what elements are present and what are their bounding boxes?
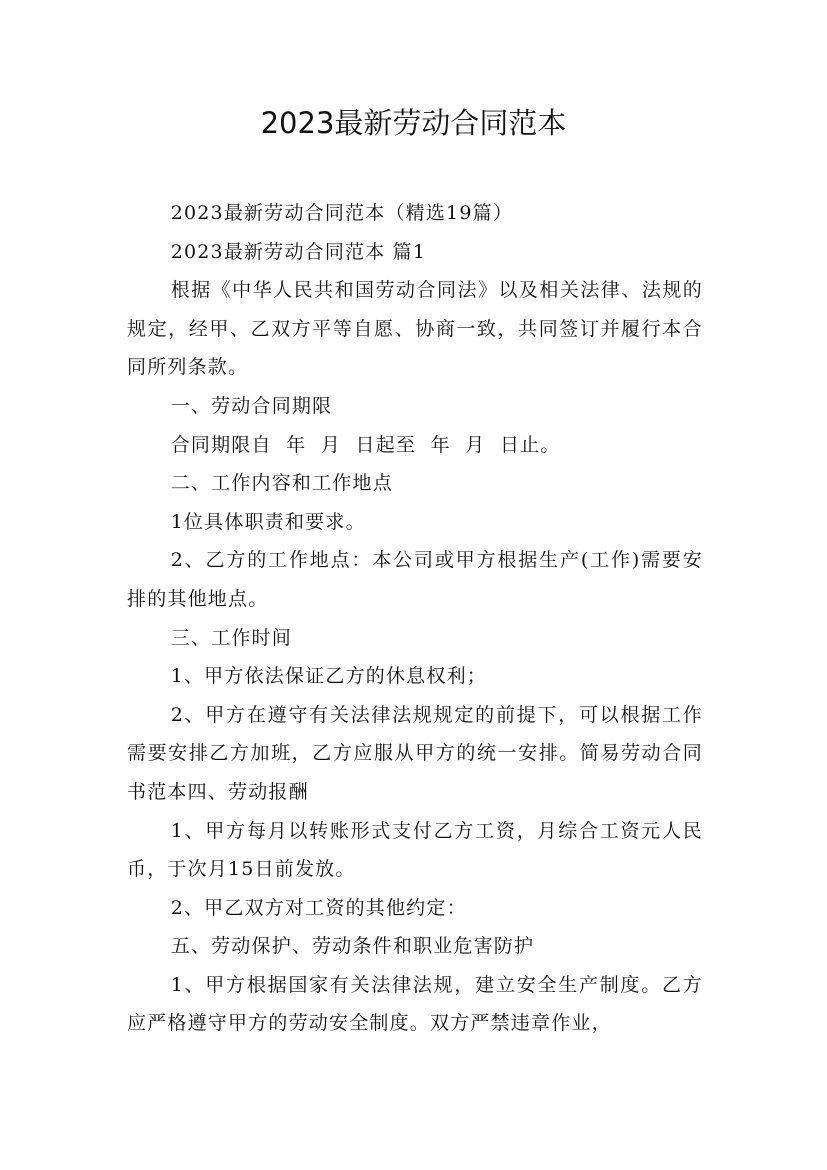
- paragraph-subtitle: 2023最新劳动合同范本（精选19篇）: [170, 202, 514, 224]
- paragraph-section-heading: 2023最新劳动合同范本 篇1: [170, 240, 427, 263]
- paragraph-overtime: 2、甲方在遵守有关法律法规规定的前提下，可以根据工作需要安排乙方加班，乙方应服从甲方的统一安排。简易劳动合同书范本四、劳动报酬: [127, 703, 703, 803]
- paragraph-salary-payment: 1、甲方每月以转账形式支付乙方工资，月综合工资元人民币，于次月15日前发放。: [127, 819, 703, 881]
- paragraph-salary-other: 2、甲乙双方对工资的其他约定：: [170, 896, 467, 919]
- paragraph-work-location: 2、乙方的工作地点：本公司或甲方根据生产(工作)需要安排的其他地点。: [127, 549, 703, 610]
- document-body: [127, 194, 703, 1043]
- heading-contract-term: 一、劳动合同期限: [170, 394, 333, 417]
- paragraph-contract-term: 合同期限自 年 月 日起至 年 月 日止。: [170, 433, 561, 456]
- document-title: 2023最新劳动合同范本: [260, 106, 567, 140]
- heading-labor-protection: 五、劳动保护、劳动条件和职业危害防护: [170, 935, 535, 958]
- paragraph-preamble: 根据《中华人民共和国劳动合同法》以及相关法律、法规的规定，经甲、乙双方平等自愿、协商一致，共同签订并履行本合同所列条款。: [127, 279, 703, 379]
- heading-work-content: 二、工作内容和工作地点: [170, 472, 393, 495]
- paragraph-duties: 1位具体职责和要求。: [170, 510, 366, 533]
- heading-work-hours: 三、工作时间: [170, 626, 292, 649]
- paragraph-safety-system: 1、甲方根据国家有关法律法规，建立安全生产制度。乙方应严格遵守甲方的劳动安全制度。双方严禁违章作业，: [127, 973, 703, 1035]
- paragraph-rest-rights: 1、甲方依法保证乙方的休息权利；: [170, 665, 487, 688]
